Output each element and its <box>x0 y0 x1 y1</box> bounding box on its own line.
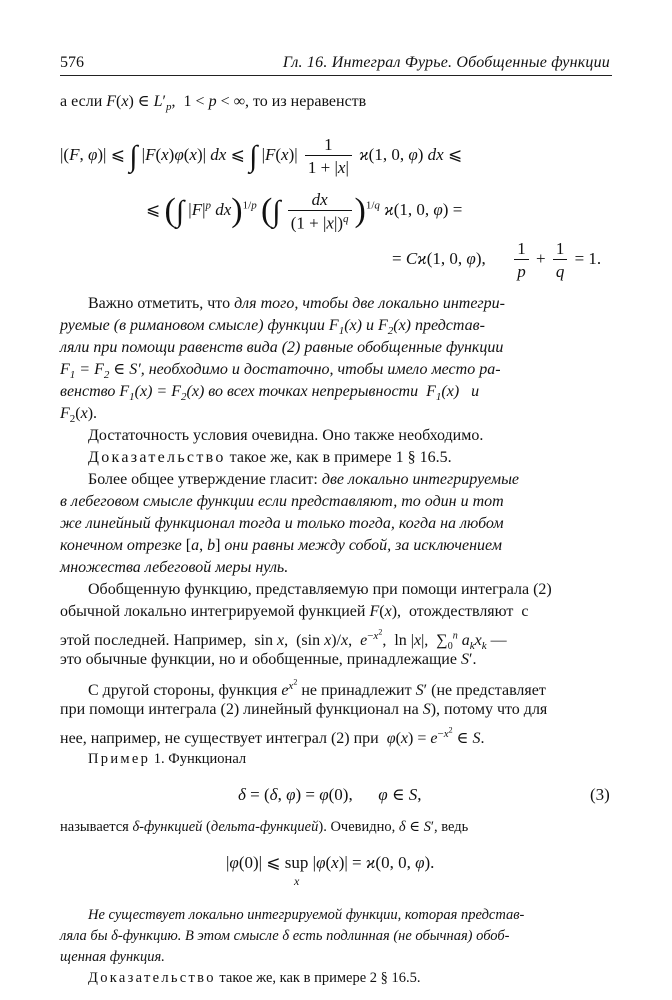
formula-line: δ = (δ, φ) = φ(0), φ ∈ S, <box>238 785 422 804</box>
text-line: Не существует локально интегрируемой функции, которая представ- <box>88 907 525 923</box>
text-line: Пример 1. Функционал <box>88 751 247 767</box>
running-title: Гл. 16. Интеграл Фурье. Обобщенные функции <box>282 54 610 71</box>
formula-line: ⩽ (∫ $|F|^p$ dx)$^{1/p}$ (∫ $\frac{dx}{(1 + |x|)^q}$ )$^{1/q}$ ϰ(1, 0, φ) = <box>146 189 463 233</box>
text-line: Доказательство такое же, как в примере 2 § 16.5. <box>88 970 421 986</box>
formula-line: |(F, φ)| ⩽ ∫ |F(x)φ(x)| dx ⩽ ∫ |F(x)| $\frac{1}{1 + |x|}$ ϰ(1, 0, φ) dx ⩽ <box>60 135 463 178</box>
text-line: это обычные функции, но и обобщенные, принадлежащие S′. <box>60 651 477 668</box>
formula-line: |φ(0)| ⩽ sup x |φ(x)| = ϰ(0, 0, φ). <box>226 853 435 888</box>
text-line: конечном отрезке [a, b] они равны между собой, за исключением <box>60 537 502 554</box>
text-line: множества лебеговой меры нуль. <box>60 559 289 576</box>
page-header <box>60 54 612 74</box>
text-line: нее, например, не существует интеграл (2) при $\varphi(x) = e^{-x^2}$ ∈ S. <box>60 725 485 747</box>
text-line: $F_2(x)$. <box>60 405 98 426</box>
text-line: щенная функция. <box>60 949 165 965</box>
text-line: руемые (в римановом смысле) функции $F_1(x)$ и $F_2(x)$ представ- <box>60 317 485 338</box>
formula-line: = Cϰ(1, 0, φ), $\frac{1}{p}$ + $\frac{1}{q}$ = 1. <box>392 239 602 281</box>
text-line: этой последней. Например, sin x, (sin x)/x, $e^{-x^2}$, ln |x|, $\sum_0^n$ $a_kx_k$ — <box>60 627 507 653</box>
text-line: Важно отметить, что для того, чтобы две локально интегри- <box>88 295 505 312</box>
header-rule <box>60 75 612 76</box>
text-line: а если F(x) ∈ $L'_p$, 1 < p < ∞, то из неравенств <box>60 93 367 114</box>
text-line: С другой стороны, функция $e^{x^2}$ не принадлежит S′ (не представляет <box>88 677 546 699</box>
text-line: обычной локально интегрируемой функцией F(x), отождествляют с <box>60 603 529 620</box>
text-line: венство $F_1(x) = F_2(x)$ во всех точках непрерывности $F_1(x)$ и <box>60 383 480 404</box>
text-line: ляли при помощи равенств вида (2) равные обобщенные функции <box>60 339 504 356</box>
text-line: ляла бы δ-функцию. В этом смысле δ есть подлинная (не обычная) обоб- <box>60 928 510 944</box>
page-number: 576 <box>60 54 84 71</box>
text-line: $F_1 = F_2$ ∈ S′, необходимо и достаточно, чтобы имело место ра- <box>60 361 501 382</box>
text-line: Обобщенную функцию, представляемую при помощи интеграла (2) <box>88 581 552 598</box>
text-line: Достаточность условия очевидна. Оно также необходимо. <box>88 427 484 444</box>
text-line: в лебеговом смысле функции если представляют, то один и тот <box>60 493 504 510</box>
text-line: называется δ-функцией (дельта-функцией). Очевидно, δ ∈ S′, ведь <box>60 819 469 835</box>
text-line: Доказательство такое же, как в примере 1 § 16.5. <box>88 449 452 466</box>
text-line: Более общее утверждение гласит: две локально интегрируемые <box>88 471 520 488</box>
text-line: при помощи интеграла (2) линейный функционал на S), потому что для <box>60 701 548 718</box>
text-line: же линейный функционал тогда и только тогда, когда на любом <box>60 515 504 532</box>
equation-number: (3) <box>590 785 610 804</box>
